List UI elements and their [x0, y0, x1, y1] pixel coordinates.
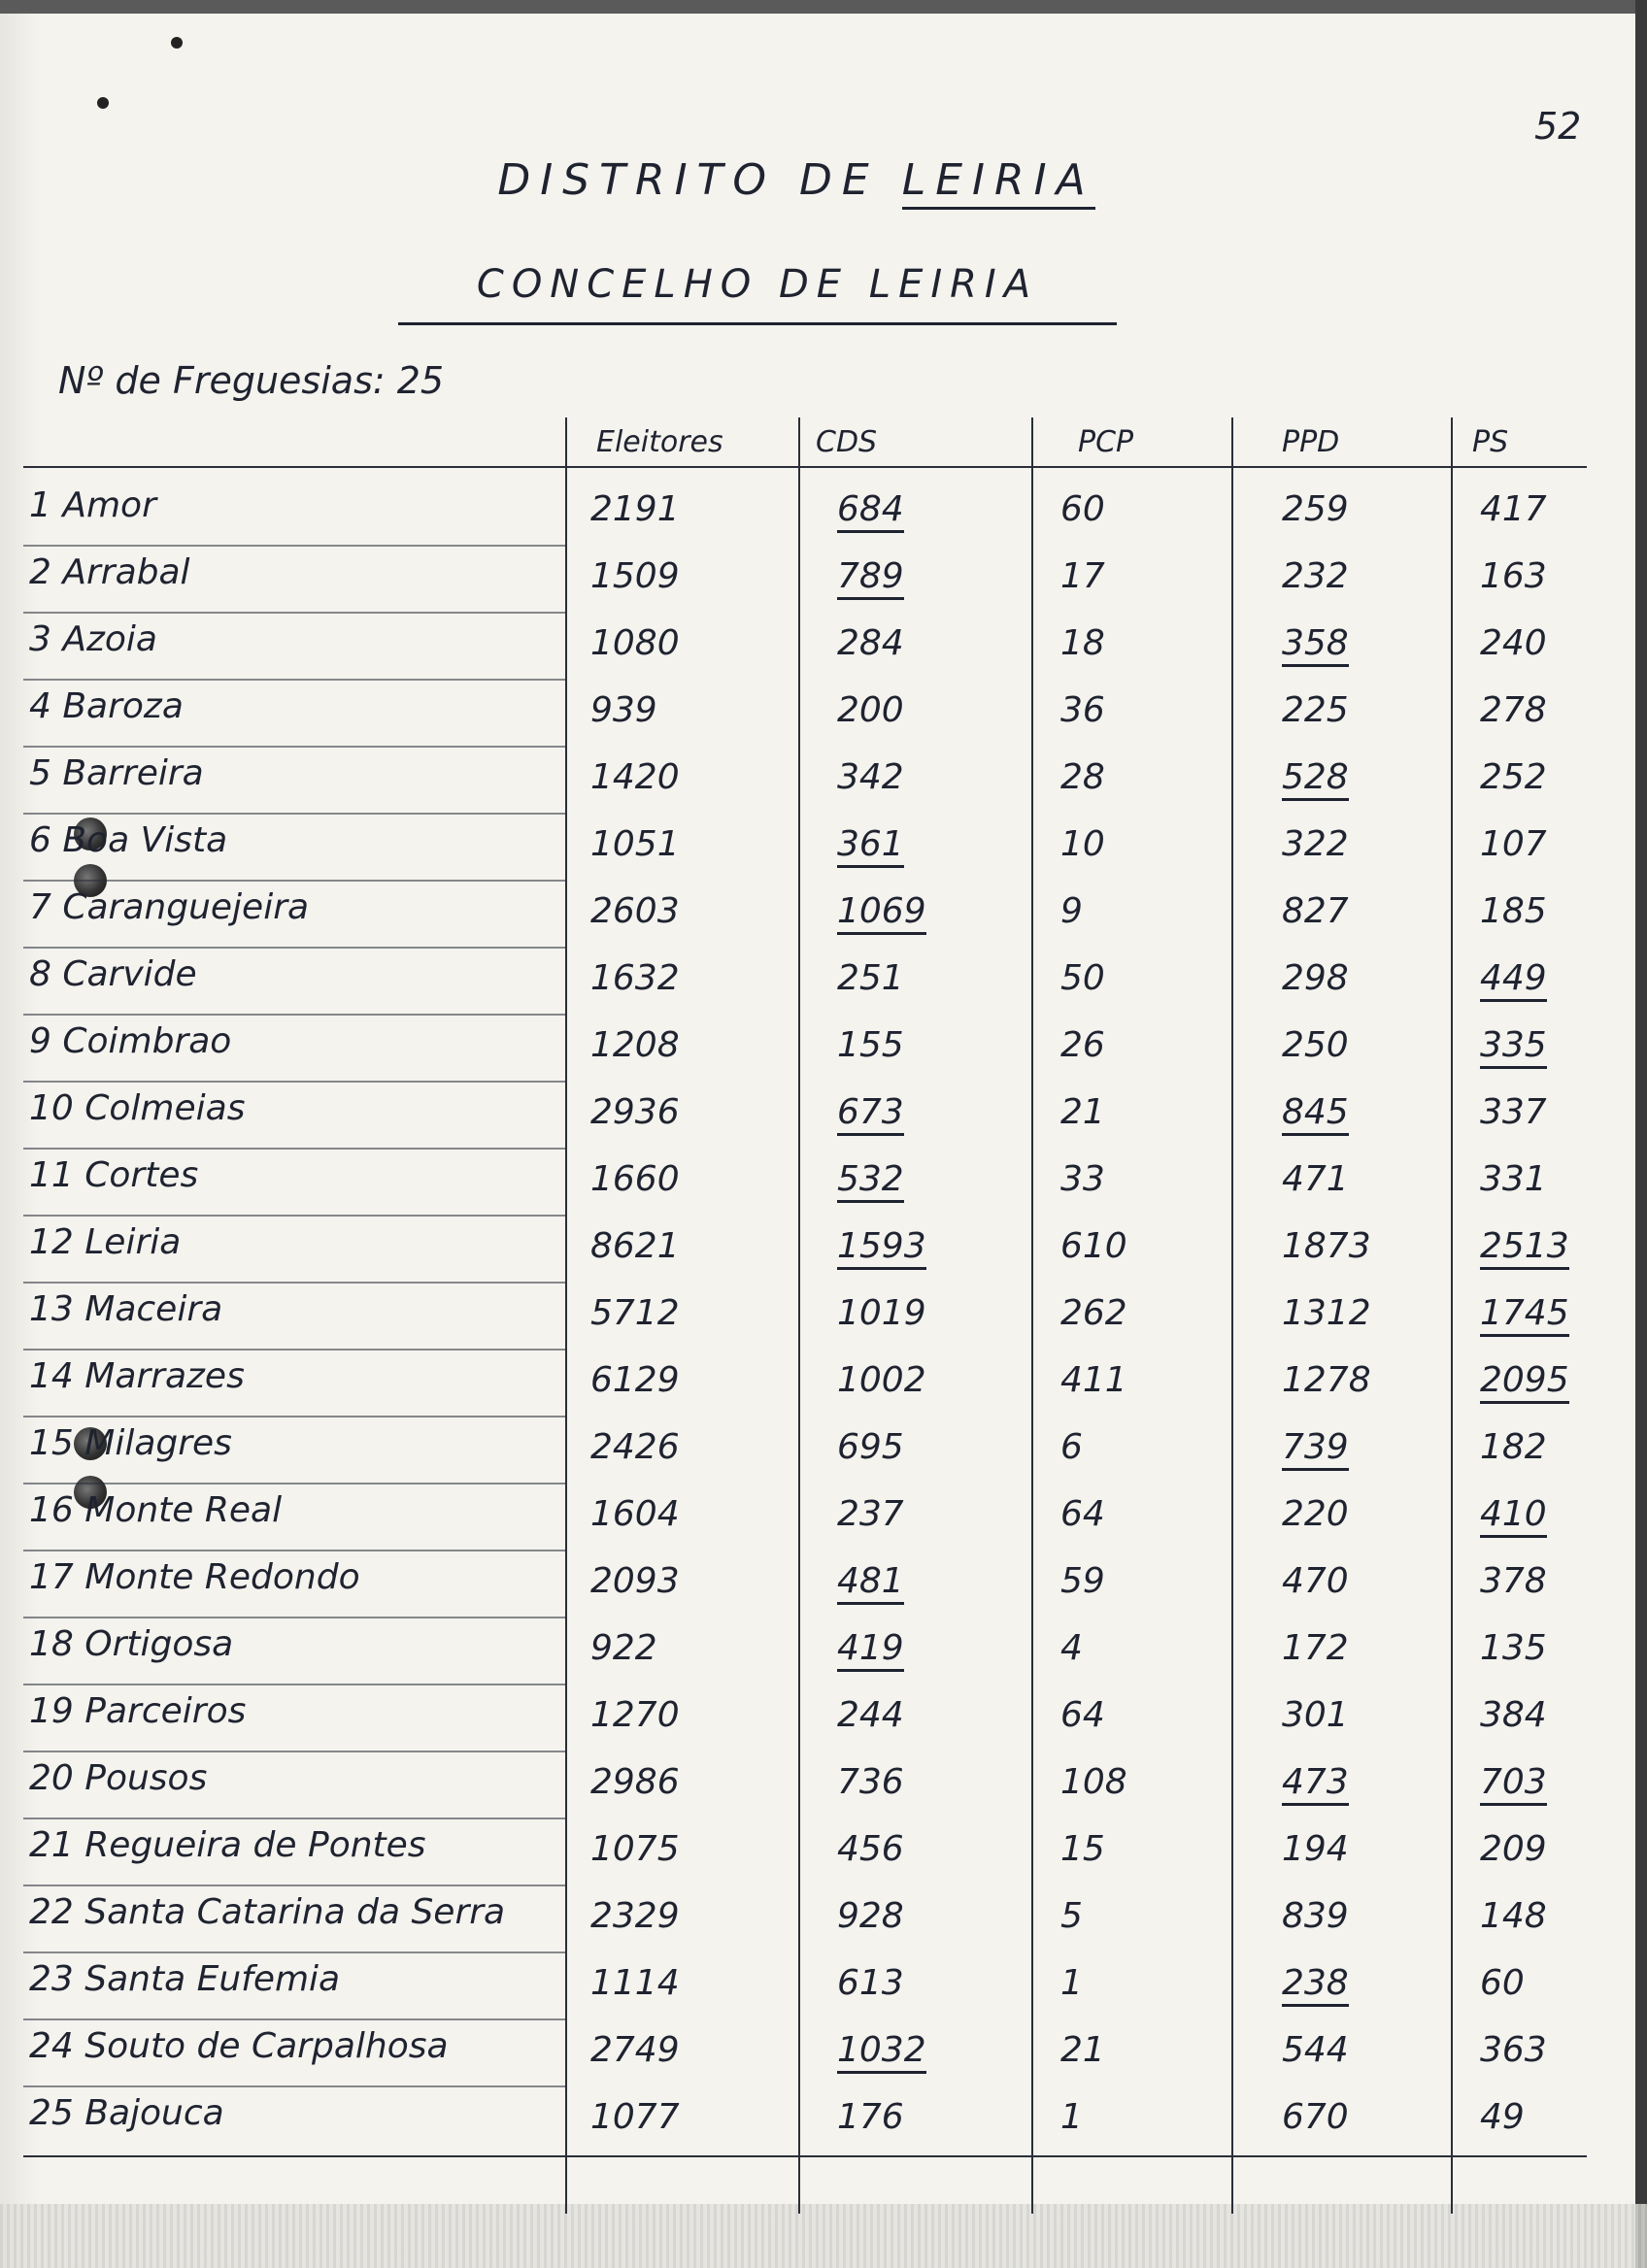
- row-rule: [23, 1951, 567, 1953]
- parish-name: 21 Regueira de Pontes: [29, 1825, 426, 1865]
- cell-pcp: 610: [1060, 1226, 1127, 1266]
- cell-ps: 252: [1480, 757, 1547, 797]
- cell-ps: 703: [1480, 1762, 1547, 1806]
- parish-name: 16 Monte Real: [29, 1490, 283, 1530]
- cell-cds: 1019: [837, 1293, 926, 1333]
- cell-pcp: 64: [1060, 1494, 1105, 1534]
- cell-ps: 148: [1480, 1896, 1547, 1936]
- cell-pcp: 5: [1060, 1896, 1083, 1936]
- cell-cds: 251: [837, 958, 904, 998]
- cell-ppd: 1873: [1282, 1226, 1371, 1266]
- cell-pcp: 21: [1060, 1092, 1105, 1132]
- parish-name: 17 Monte Redondo: [29, 1557, 360, 1597]
- cell-cds: 928: [837, 1896, 904, 1936]
- row-rule: [23, 2018, 567, 2020]
- column-divider: [1031, 417, 1033, 2214]
- parish-name: 19 Parceiros: [29, 1691, 247, 1731]
- cell-cds: 200: [837, 690, 904, 730]
- parish-name: 8 Carvide: [29, 954, 197, 994]
- cell-ps: 449: [1480, 958, 1547, 1002]
- cell-ppd: 301: [1282, 1695, 1349, 1735]
- cell-eleitores: 2426: [590, 1427, 680, 1467]
- parish-name: 24 Souto de Carpalhosa: [29, 2026, 449, 2066]
- cell-ps: 384: [1480, 1695, 1547, 1735]
- parish-name: 2 Arrabal: [29, 552, 190, 592]
- cell-cds: 684: [837, 489, 904, 533]
- parish-name: 9 Coimbrao: [29, 1021, 232, 1061]
- cell-ps: 331: [1480, 1159, 1547, 1199]
- row-rule: [23, 545, 567, 547]
- cell-pcp: 28: [1060, 757, 1105, 797]
- cell-ppd: 172: [1282, 1628, 1349, 1668]
- row-rule: [23, 1215, 567, 1217]
- cell-cds: 1032: [837, 2030, 926, 2074]
- column-divider: [1451, 417, 1453, 2214]
- cell-ppd: 250: [1282, 1025, 1349, 1065]
- cell-eleitores: 939: [590, 690, 657, 730]
- ink-dot: [171, 37, 183, 49]
- parish-name: 23 Santa Eufemia: [29, 1959, 341, 1999]
- cell-cds: 532: [837, 1159, 904, 1203]
- cell-eleitores: 1208: [590, 1025, 680, 1065]
- cell-pcp: 59: [1060, 1561, 1105, 1601]
- cell-pcp: 4: [1060, 1628, 1083, 1668]
- page-number: 52: [1534, 105, 1582, 148]
- parish-name: 3 Azoia: [29, 619, 157, 659]
- row-rule: [23, 2085, 567, 2087]
- cell-eleitores: 1075: [590, 1829, 680, 1869]
- cell-ppd: 470: [1282, 1561, 1349, 1601]
- cell-pcp: 21: [1060, 2030, 1105, 2070]
- cell-cds: 456: [837, 1829, 904, 1869]
- cell-cds: 244: [837, 1695, 904, 1735]
- parish-name: 6 Boa Vista: [29, 820, 228, 860]
- cell-ps: 278: [1480, 690, 1547, 730]
- ink-dot: [97, 97, 109, 109]
- cell-ppd: 232: [1282, 556, 1349, 596]
- cell-ps: 60: [1480, 1963, 1525, 2003]
- cell-cds: 155: [837, 1025, 904, 1065]
- row-rule: [23, 1081, 567, 1083]
- header-ppd: PPD: [1282, 425, 1340, 459]
- cell-eleitores: 2329: [590, 1896, 680, 1936]
- cell-pcp: 108: [1060, 1762, 1127, 1802]
- row-rule: [23, 1751, 567, 1752]
- cell-ps: 182: [1480, 1427, 1547, 1467]
- cell-ppd: 739: [1282, 1427, 1349, 1471]
- cell-ps: 209: [1480, 1829, 1547, 1869]
- scan-top-edge: [0, 0, 1647, 14]
- parish-name: 4 Baroza: [29, 686, 184, 726]
- cell-ps: 363: [1480, 2030, 1547, 2070]
- cell-eleitores: 1270: [590, 1695, 680, 1735]
- cell-pcp: 9: [1060, 891, 1083, 931]
- header-eleitores: Eleitores: [596, 425, 723, 459]
- row-rule: [23, 612, 567, 614]
- cell-pcp: 64: [1060, 1695, 1105, 1735]
- parish-name: 22 Santa Catarina da Serra: [29, 1892, 506, 1932]
- scan-right-edge: [1635, 0, 1647, 2268]
- row-rule: [23, 1550, 567, 1551]
- title-prefix: DISTRITO DE: [497, 155, 902, 205]
- cell-ppd: 220: [1282, 1494, 1349, 1534]
- cell-pcp: 411: [1060, 1360, 1127, 1400]
- cell-ps: 378: [1480, 1561, 1547, 1601]
- cell-ppd: 298: [1282, 958, 1349, 998]
- cell-ps: 135: [1480, 1628, 1547, 1668]
- header-rule: [23, 466, 1587, 468]
- cell-pcp: 36: [1060, 690, 1105, 730]
- cell-cds: 419: [837, 1628, 904, 1672]
- cell-ppd: 845: [1282, 1092, 1349, 1136]
- cell-eleitores: 2936: [590, 1092, 680, 1132]
- header-cds: CDS: [816, 425, 878, 459]
- row-rule: [23, 813, 567, 815]
- cell-eleitores: 922: [590, 1628, 657, 1668]
- cell-ps: 185: [1480, 891, 1547, 931]
- scan-bottom-edge: [0, 2204, 1647, 2268]
- row-rule: [23, 746, 567, 748]
- row-rule: [23, 1483, 567, 1484]
- cell-pcp: 15: [1060, 1829, 1105, 1869]
- cell-eleitores: 1051: [590, 824, 680, 864]
- cell-cds: 673: [837, 1092, 904, 1136]
- cell-ppd: 827: [1282, 891, 1349, 931]
- row-rule: [23, 679, 567, 681]
- row-rule: [23, 1014, 567, 1016]
- cell-pcp: 26: [1060, 1025, 1105, 1065]
- cell-eleitores: 1077: [590, 2097, 680, 2137]
- title-district: LEIRIA: [902, 155, 1095, 210]
- cell-eleitores: 1660: [590, 1159, 680, 1199]
- cell-ppd: 259: [1282, 489, 1349, 529]
- parish-name: 25 Bajouca: [29, 2093, 224, 2133]
- cell-ps: 337: [1480, 1092, 1547, 1132]
- cell-pcp: 262: [1060, 1293, 1127, 1333]
- parish-name: 7 Caranguejeira: [29, 887, 310, 927]
- cell-cds: 1069: [837, 891, 926, 935]
- header-pcp: PCP: [1078, 425, 1134, 459]
- cell-ppd: 471: [1282, 1159, 1349, 1199]
- parish-name: 14 Marrazes: [29, 1356, 245, 1396]
- cell-eleitores: 1632: [590, 958, 680, 998]
- cell-ps: 410: [1480, 1494, 1547, 1538]
- column-divider: [798, 417, 800, 2214]
- cell-pcp: 6: [1060, 1427, 1083, 1467]
- row-rule: [23, 1349, 567, 1351]
- row-rule: [23, 1818, 567, 1819]
- cell-ppd: 1278: [1282, 1360, 1371, 1400]
- cell-ppd: 528: [1282, 757, 1349, 801]
- cell-ppd: 225: [1282, 690, 1349, 730]
- cell-ps: 107: [1480, 824, 1547, 864]
- row-rule: [23, 1148, 567, 1150]
- row-rule: [23, 1684, 567, 1685]
- cell-eleitores: 5712: [590, 1293, 680, 1333]
- cell-cds: 237: [837, 1494, 904, 1534]
- parish-name: 10 Colmeias: [29, 1088, 246, 1128]
- parish-name: 5 Barreira: [29, 753, 204, 793]
- cell-cds: 736: [837, 1762, 904, 1802]
- row-rule: [23, 1282, 567, 1284]
- cell-eleitores: 1114: [590, 1963, 680, 2003]
- cell-ps: 2095: [1480, 1360, 1569, 1404]
- cell-eleitores: 6129: [590, 1360, 680, 1400]
- row-rule: [23, 880, 567, 882]
- parish-name: 15 Milagres: [29, 1423, 232, 1463]
- cell-cds: 361: [837, 824, 904, 868]
- cell-ppd: 670: [1282, 2097, 1349, 2137]
- subtitle-underline: [398, 322, 1117, 325]
- cell-pcp: 60: [1060, 489, 1105, 529]
- cell-ps: 240: [1480, 623, 1547, 663]
- cell-cds: 481: [837, 1561, 904, 1605]
- page-subtitle: CONCELHO DE LEIRIA: [476, 262, 1039, 307]
- table-bottom-rule: [23, 2155, 1587, 2157]
- cell-pcp: 1: [1060, 2097, 1083, 2137]
- parish-name: 1 Amor: [29, 485, 156, 525]
- header-ps: PS: [1472, 425, 1509, 459]
- column-divider: [1231, 417, 1233, 2214]
- parish-name: 11 Cortes: [29, 1155, 199, 1195]
- cell-eleitores: 2191: [590, 489, 680, 529]
- cell-ppd: 544: [1282, 2030, 1349, 2070]
- cell-eleitores: 2749: [590, 2030, 680, 2070]
- cell-eleitores: 2986: [590, 1762, 680, 1802]
- cell-cds: 1002: [837, 1360, 926, 1400]
- cell-ppd: 1312: [1282, 1293, 1371, 1333]
- cell-cds: 613: [837, 1963, 904, 2003]
- parish-name: 13 Maceira: [29, 1289, 223, 1329]
- cell-eleitores: 2093: [590, 1561, 680, 1601]
- cell-pcp: 33: [1060, 1159, 1105, 1199]
- cell-eleitores: 1420: [590, 757, 680, 797]
- cell-ppd: 358: [1282, 623, 1349, 667]
- cell-cds: 789: [837, 556, 904, 600]
- cell-ppd: 238: [1282, 1963, 1349, 2007]
- cell-cds: 342: [837, 757, 904, 797]
- row-rule: [23, 947, 567, 949]
- cell-pcp: 18: [1060, 623, 1105, 663]
- row-rule: [23, 1884, 567, 1886]
- cell-eleitores: 1509: [590, 556, 680, 596]
- cell-ps: 163: [1480, 556, 1547, 596]
- cell-eleitores: 8621: [590, 1226, 680, 1266]
- cell-ppd: 839: [1282, 1896, 1349, 1936]
- parish-name: 20 Pousos: [29, 1758, 208, 1798]
- cell-cds: 284: [837, 623, 904, 663]
- cell-ppd: 473: [1282, 1762, 1349, 1806]
- cell-cds: 176: [837, 2097, 904, 2137]
- row-rule: [23, 1416, 567, 1418]
- cell-eleitores: 1604: [590, 1494, 680, 1534]
- cell-eleitores: 2603: [590, 891, 680, 931]
- parish-name: 18 Ortigosa: [29, 1624, 234, 1664]
- cell-ppd: 322: [1282, 824, 1349, 864]
- cell-pcp: 1: [1060, 1963, 1083, 2003]
- cell-ps: 417: [1480, 489, 1547, 529]
- parish-count-label: Nº de Freguesias: 25: [58, 359, 445, 402]
- column-divider: [565, 417, 567, 2214]
- cell-pcp: 10: [1060, 824, 1105, 864]
- row-rule: [23, 1617, 567, 1618]
- cell-eleitores: 1080: [590, 623, 680, 663]
- parish-name: 12 Leiria: [29, 1222, 182, 1262]
- cell-cds: 1593: [837, 1226, 926, 1270]
- cell-ps: 49: [1480, 2097, 1525, 2137]
- page-title: [437, 155, 1156, 205]
- cell-cds: 695: [837, 1427, 904, 1467]
- cell-ps: 335: [1480, 1025, 1547, 1069]
- cell-ps: 1745: [1480, 1293, 1569, 1337]
- cell-pcp: 50: [1060, 958, 1105, 998]
- cell-pcp: 17: [1060, 556, 1105, 596]
- cell-ppd: 194: [1282, 1829, 1349, 1869]
- cell-ps: 2513: [1480, 1226, 1569, 1270]
